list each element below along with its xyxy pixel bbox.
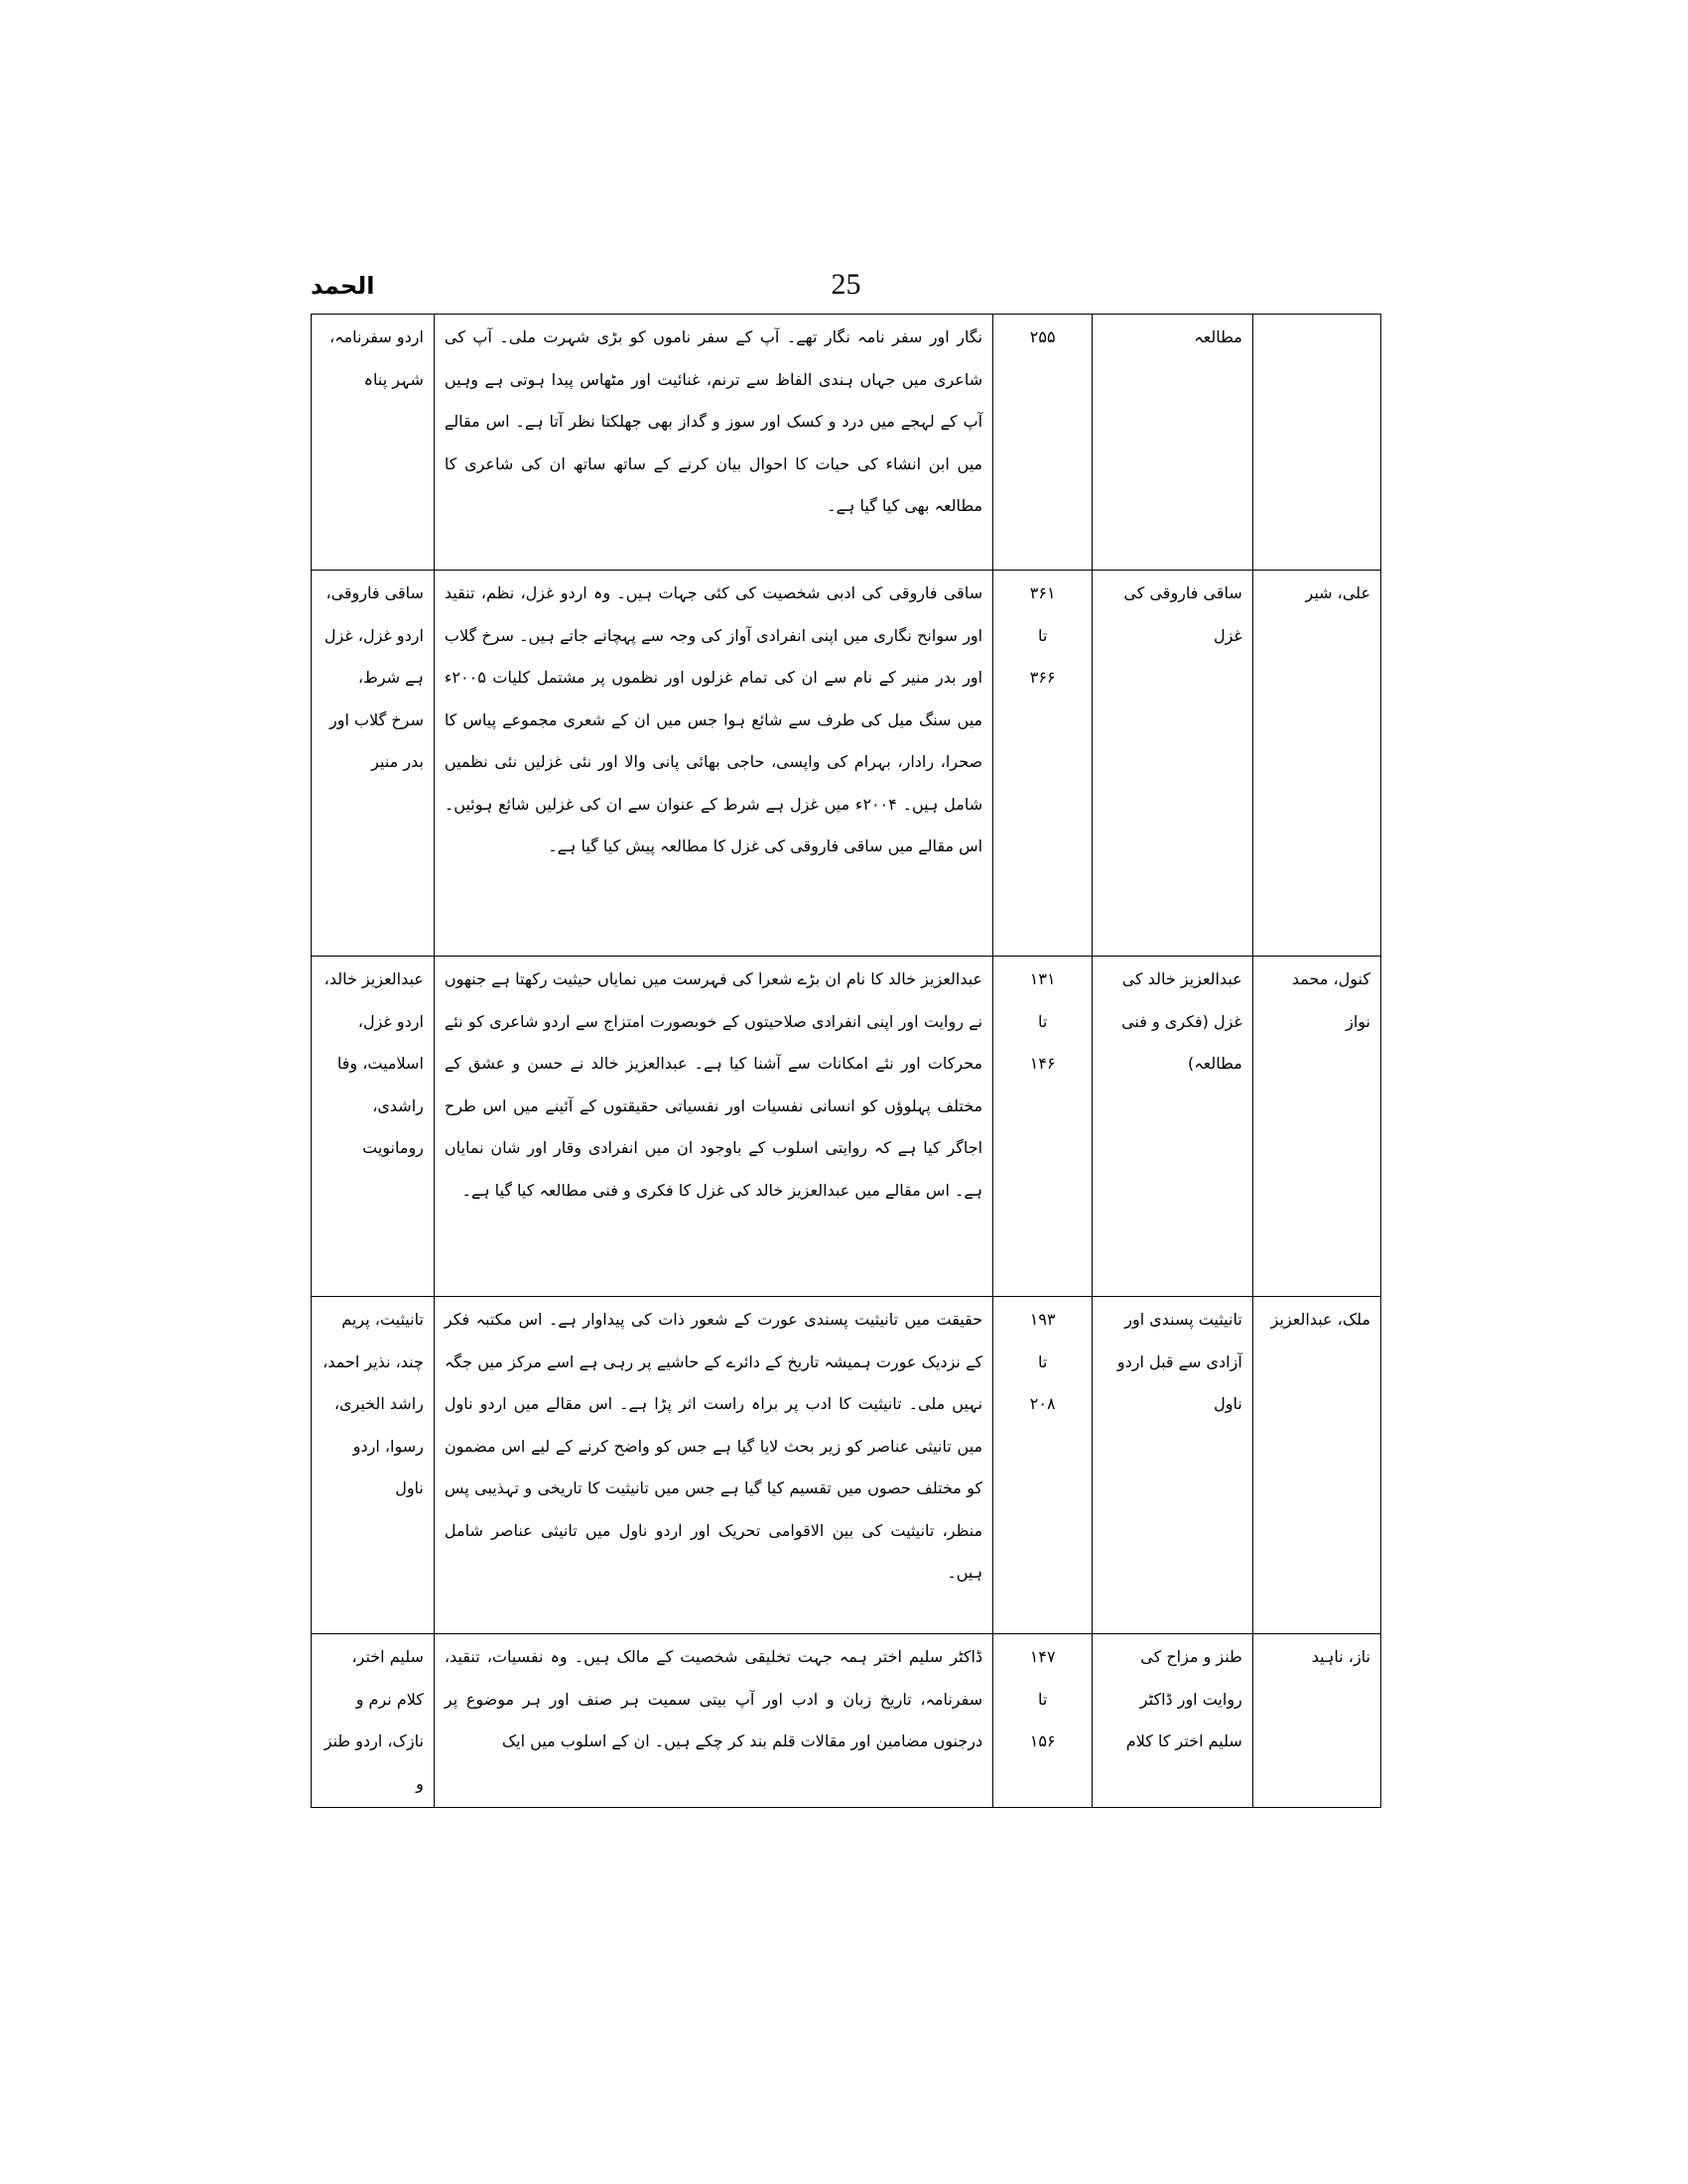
pages-cell: [993, 1297, 1093, 1634]
page-header: [311, 268, 1381, 312]
author-cell: کنول، محمد نواز: [1252, 957, 1380, 1297]
keywords-cell: عبدالعزیز خالد، اردو غزل، اسلامیت، وفا راشدی، رومانویت: [312, 957, 435, 1297]
page-range-start: ۱۴۷: [1029, 1647, 1056, 1666]
page-range-start: ۱۳۱: [1029, 969, 1056, 988]
article-catalog-table: [311, 314, 1381, 1808]
author-cell: [1252, 315, 1380, 571]
table-row: [312, 1297, 1381, 1634]
page-range-end: ۱۵۶: [1029, 1732, 1056, 1750]
table-body: [312, 315, 1381, 1808]
page-range-end: ۲۰۸: [1029, 1394, 1056, 1413]
page-range-separator: تا: [1038, 1011, 1048, 1031]
title-cell: تانیثیت پسندی اور آزادی سے قبل اردو ناول: [1093, 1297, 1253, 1634]
title-cell: عبدالعزیز خالد کی غزل (فکری و فنی مطالعہ): [1093, 957, 1253, 1297]
table-row: [312, 1634, 1381, 1808]
table-row: [312, 957, 1381, 1297]
pages-cell: [993, 571, 1093, 957]
abstract-cell: نگار اور سفر نامہ نگار تھے۔ آپ کے سفر ناموں کو بڑی شہرت ملی۔ آپ کی شاعری میں جہاں ہندی الفاظ سے ترنم، غنائیت اور مٹھاس پیدا ہوتی ہے وہیں آپ کے لہجے میں درد و کسک اور سوز و گداز بھی جھلکتا نظر آتا ہے۔ اس مقالے میں ابن انشاء کی حیات کا احوال بیان کرنے کے ساتھ ساتھ ان کی شاعری کا مطالعہ بھی کیا گیا ہے۔: [434, 315, 992, 571]
page-range-separator: تا: [1038, 625, 1048, 645]
page-range-start: ۱۹۳: [1029, 1310, 1056, 1329]
table-row: [312, 571, 1381, 957]
abstract-cell: عبدالعزیز خالد کا نام ان بڑے شعرا کی فہرست میں نمایاں حیثیت رکھتا ہے جنھوں نے روایت اور اپنی انفرادی صلاحیتوں کے خوبصورت امتزاج سے اردو شاعری کو نئے محرکات اور نئے امکانات سے آشنا کیا ہے۔ عبدالعزیز خالد نے حسن و عشق کے مختلف پہلوؤں کو انسانی نفسیات اور نفسیاتی حقیقتوں کے آئینے میں اس طرح اجاگر کیا ہے کہ روایتی اسلوب کے باوجود ان میں انفرادی وقار اور شان نمایاں ہے۔ اس مقالے میں عبدالعزیز خالد کی غزل کا فکری و فنی مطالعہ کیا گیا ہے۔: [434, 957, 992, 1297]
title-cell: طنز و مزاح کی روایت اور ڈاکٹر سلیم اختر کا کلام: [1093, 1634, 1253, 1808]
table-row: [312, 315, 1381, 571]
page-range-separator: تا: [1038, 1689, 1048, 1709]
author-cell: ناز، ناہید: [1252, 1634, 1380, 1808]
page-range-separator: تا: [1038, 1351, 1048, 1371]
keywords-cell: اردو سفرنامہ، شہر پناہ: [312, 315, 435, 571]
author-cell: علی، شیر: [1252, 571, 1380, 957]
pages-cell: [993, 957, 1093, 1297]
keywords-cell: سلیم اختر، کلام نرم و نازک، اردو طنز و: [312, 1634, 435, 1808]
keywords-cell: ساقی فاروقی، اردو غزل، غزل ہے شرط، سرخ گلاب اور بدر منیر: [312, 571, 435, 957]
abstract-cell: ساقی فاروقی کی ادبی شخصیت کی کئی جہات ہیں۔ وہ اردو غزل، نظم، تنقید اور سوانح نگاری میں اپنی انفرادی آواز کی وجہ سے پہچانے جاتے ہیں۔ سرخ گلاب اور بدر منیر کے نام سے ان کی تمام غزلوں اور نظموں پر مشتمل کلیات ۲۰۰۵ء میں سنگ میل کی طرف سے شائع ہوا جس میں ان کے شعری مجموعے پیاس کا صحرا، رادار، بہرام کی واپسی، حاجی بھائی پانی والا اور نئی غزلیں نئی نظمیں شامل ہیں۔ ۲۰۰۴ء میں غزل ہے شرط کے عنوان سے ان کی غزلیں شائع ہوئیں۔ اس مقالے میں ساقی فاروقی کی غزل کا مطالعہ پیش کیا گیا ہے۔: [434, 571, 992, 957]
page-number: 25: [831, 268, 861, 301]
page-range-end: ۳۶۶: [1029, 668, 1056, 687]
pages-cell: [993, 315, 1093, 571]
title-cell: ساقی فاروقی کی غزل: [1093, 571, 1253, 957]
abstract-cell: ڈاکٹر سلیم اختر ہمہ جہت تخلیقی شخصیت کے مالک ہیں۔ وہ نفسیات، تنقید، سفرنامہ، تاریخ زبان و ادب اور آپ بیتی سمیت ہر صنف اور ہر موضوع پر درجنوں مضامین اور مقالات قلم بند کر چکے ہیں۔ ان کے اسلوب میں ایک: [434, 1634, 992, 1808]
journal-title: الحمد: [311, 272, 375, 300]
title-cell: مطالعہ: [1093, 315, 1253, 571]
pages-cell: [993, 1634, 1093, 1808]
page-range-start: ۳۶۱: [1029, 583, 1056, 602]
page-range-start: ۲۵۵: [1029, 327, 1056, 346]
abstract-cell: حقیقت میں تانیثیت پسندی عورت کے شعور ذات کی پیداوار ہے۔ اس مکتبہ فکر کے نزدیک عورت ہمیشہ تاریخ کے دائرے کے حاشیے پر رہی ہے اسے مرکز میں جگہ نہیں ملی۔ تانیثیت کا ادب پر براہ راست اثر پڑا ہے۔ اس مقالے میں اردو ناول میں تانیثی عناصر کو زیر بحث لایا گیا ہے جس کو واضح کرنے کے لیے اس مضمون کو مختلف حصوں میں تقسیم کیا گیا ہے جس میں تانیثیت کا تاریخی و تہذیبی پس منظر، تانیثیت کی بین الاقوامی تحریک اور اردو ناول میں تانیثی عناصر شامل ہیں۔: [434, 1297, 992, 1634]
keywords-cell: تانیثیت، پریم چند، نذیر احمد، راشد الخیری، رسوا، اردو ناول: [312, 1297, 435, 1634]
page-range-end: ۱۴۶: [1029, 1054, 1056, 1073]
author-cell: ملک، عبدالعزیز: [1252, 1297, 1380, 1634]
